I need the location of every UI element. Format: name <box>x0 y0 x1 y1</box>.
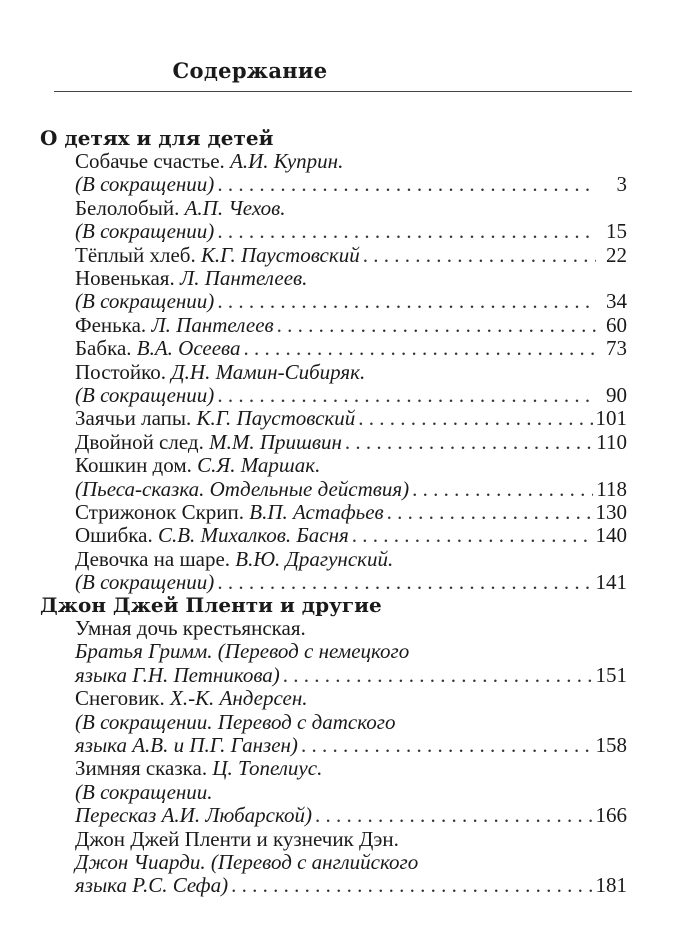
dot-leader <box>231 874 592 896</box>
entry-title: Кошкин дом. <box>75 453 198 478</box>
toc-line <box>75 244 627 266</box>
entry-title: Тёплый хлеб. <box>75 242 201 267</box>
toc-line <box>75 874 627 896</box>
toc-line <box>75 454 627 476</box>
entry-text <box>75 851 418 873</box>
entry-author: (В сокращении) <box>75 172 215 197</box>
page-number: 101 <box>595 406 627 431</box>
entry-title: Двойной след. <box>75 429 210 454</box>
toc-line <box>75 828 627 850</box>
entry-title: Девочка на шаре. <box>75 546 236 571</box>
entry-text <box>75 150 343 172</box>
entry-text <box>75 781 213 803</box>
entry-author: языка Г.Н. Петникова) <box>75 662 280 687</box>
entry-title: Фенька. <box>75 312 152 337</box>
toc-line <box>75 524 627 546</box>
dot-leader <box>217 173 596 195</box>
toc-line <box>75 734 627 756</box>
entry-author: Ц. Топелиус. <box>212 756 323 781</box>
toc-line <box>75 687 627 709</box>
entry-text <box>75 267 307 289</box>
toc-line <box>75 220 627 242</box>
entry-author: К.Г. Паустовский <box>196 406 356 431</box>
toc-line <box>75 173 627 195</box>
entry-text <box>75 757 322 779</box>
page-number: 118 <box>596 476 627 501</box>
entry-author: (В сокращении. <box>75 779 213 804</box>
entry-text <box>75 384 214 406</box>
dot-leader <box>315 804 593 826</box>
entry-author: языка А.В. и П.Г. Ганзен) <box>75 733 298 757</box>
entry-title: Ошибка. <box>75 523 158 548</box>
entry-text <box>75 687 308 709</box>
entry-author: К.Г. Паустовский <box>200 242 360 267</box>
entry-text <box>75 314 274 336</box>
page-number: 110 <box>596 429 627 454</box>
dot-leader <box>277 314 596 336</box>
entry-title: Умная дочь крестьянская. <box>75 616 306 640</box>
entry-text <box>75 244 360 266</box>
entry-text <box>75 478 409 500</box>
dot-leader <box>244 337 596 359</box>
entry-author: (В сокращении. Перевод с датского <box>75 709 396 734</box>
entry-author: языка Р.С. Сефа) <box>75 873 229 898</box>
page-number: 73 <box>606 336 627 361</box>
page-number: 15 <box>606 219 627 244</box>
entry-author: Джон Чиарди. (Перевод с английского <box>75 850 419 874</box>
entry-author: (Пьеса-сказка. Отдельные действия) <box>75 476 410 501</box>
toc-line <box>75 501 627 523</box>
page-number: 22 <box>606 242 627 267</box>
toc-line <box>75 640 627 662</box>
dot-leader <box>217 220 596 242</box>
entry-text <box>75 640 409 662</box>
entry-author: (В сокращении) <box>75 219 215 244</box>
dot-leader <box>217 571 592 593</box>
toc-line <box>75 361 627 383</box>
entry-author: Братья Гримм. (Перевод с немецкого <box>75 639 410 664</box>
page-number: 166 <box>595 803 627 828</box>
entry-text <box>75 501 384 523</box>
entry-author: Х.-К. Андерсен. <box>170 686 308 711</box>
section-heading-2: Джон Джей Пленти и другие <box>40 593 382 617</box>
dot-leader <box>387 501 593 523</box>
entry-title: Постойко. <box>75 359 172 384</box>
page-number: 141 <box>595 570 627 595</box>
entry-text <box>75 617 306 639</box>
page-number: 151 <box>595 662 627 687</box>
entry-text <box>75 874 228 896</box>
entry-text <box>75 337 241 359</box>
toc-line <box>75 664 627 686</box>
entry-author: (В сокращении) <box>75 570 215 595</box>
entry-text <box>75 548 393 570</box>
entry-title: Новенькая. <box>75 266 180 290</box>
entry-text <box>75 711 395 733</box>
dot-leader <box>412 478 593 500</box>
entry-title: Зимняя сказка. <box>75 756 213 781</box>
toc-line <box>75 431 627 453</box>
entry-text <box>75 431 342 453</box>
entry-text <box>75 197 286 219</box>
dot-leader <box>217 384 596 406</box>
entry-author: А.И. Куприн. <box>230 149 344 173</box>
page-number: 130 <box>595 500 627 524</box>
section-heading-1: О детях и для детей <box>40 126 274 150</box>
toc-line <box>75 757 627 779</box>
entry-author: В.А. Осеева <box>136 336 241 361</box>
toc-line <box>75 478 627 500</box>
entry-text <box>75 220 214 242</box>
entry-text <box>75 804 312 826</box>
entry-title: Снеговик. <box>75 686 171 711</box>
entry-text <box>75 828 399 850</box>
entry-title: Белолобый. <box>75 195 185 220</box>
entry-author: Пересказ А.И. Любарской) <box>75 803 312 828</box>
toc-line <box>75 314 627 336</box>
entry-author: Л. Пантелеев. <box>179 266 308 290</box>
entry-text <box>75 524 349 546</box>
toc-line <box>75 851 627 873</box>
entry-title: Бабка. <box>75 336 137 361</box>
dot-leader <box>358 407 592 429</box>
entry-text <box>75 361 365 383</box>
page-number: 90 <box>606 383 627 407</box>
entry-text <box>75 571 214 593</box>
entry-text <box>75 290 214 312</box>
dot-leader <box>345 431 593 453</box>
entry-author: А.П. Чехов. <box>184 195 286 220</box>
page-number: 3 <box>616 172 627 197</box>
toc-line <box>75 711 627 733</box>
page-title: Содержание <box>172 58 328 83</box>
dot-leader <box>301 734 593 756</box>
page-number: 60 <box>606 312 627 337</box>
dot-leader <box>217 290 596 312</box>
toc-line <box>75 267 627 289</box>
entry-author: Л. Пантелеев <box>151 312 274 337</box>
dot-leader <box>283 664 593 686</box>
toc-line <box>75 781 627 803</box>
entry-author: С.Я. Маршак. <box>197 453 321 478</box>
dot-leader <box>352 524 593 546</box>
entry-text <box>75 407 355 429</box>
page-number: 34 <box>606 289 627 314</box>
toc-line <box>75 571 627 593</box>
entry-title: Заячьи лапы. <box>75 406 197 431</box>
toc-line <box>75 290 627 312</box>
entry-text <box>75 734 298 756</box>
entry-author: В.Ю. Драгунский. <box>235 546 394 571</box>
entry-author: Д.Н. Мамин-Сибиряк. <box>171 359 366 384</box>
title-rule <box>54 91 632 92</box>
entry-author: В.П. Астафьев <box>249 500 384 524</box>
toc-line <box>75 197 627 219</box>
toc-line <box>75 384 627 406</box>
toc-line <box>75 617 627 639</box>
page-number: 140 <box>595 523 627 548</box>
toc-line <box>75 407 627 429</box>
entry-text <box>75 664 280 686</box>
toc-line <box>75 548 627 570</box>
page-number: 181 <box>595 873 627 898</box>
toc-line <box>75 150 627 172</box>
page-number: 158 <box>595 733 627 757</box>
entry-title: Стрижонок Скрип. <box>75 500 250 524</box>
entry-text <box>75 173 214 195</box>
entry-author: (В сокращении) <box>75 289 215 314</box>
entry-author: М.М. Пришвин <box>209 429 342 454</box>
entry-title: Джон Джей Пленти и кузнечик Дэн. <box>75 826 399 851</box>
entry-author: С.В. Михалков. Басня <box>157 523 349 548</box>
entry-title: Собачье счастье. <box>75 149 231 173</box>
entry-author: (В сокращении) <box>75 383 215 407</box>
toc-line <box>75 337 627 359</box>
toc-line <box>75 804 627 826</box>
entry-text <box>75 454 320 476</box>
dot-leader <box>363 244 596 266</box>
